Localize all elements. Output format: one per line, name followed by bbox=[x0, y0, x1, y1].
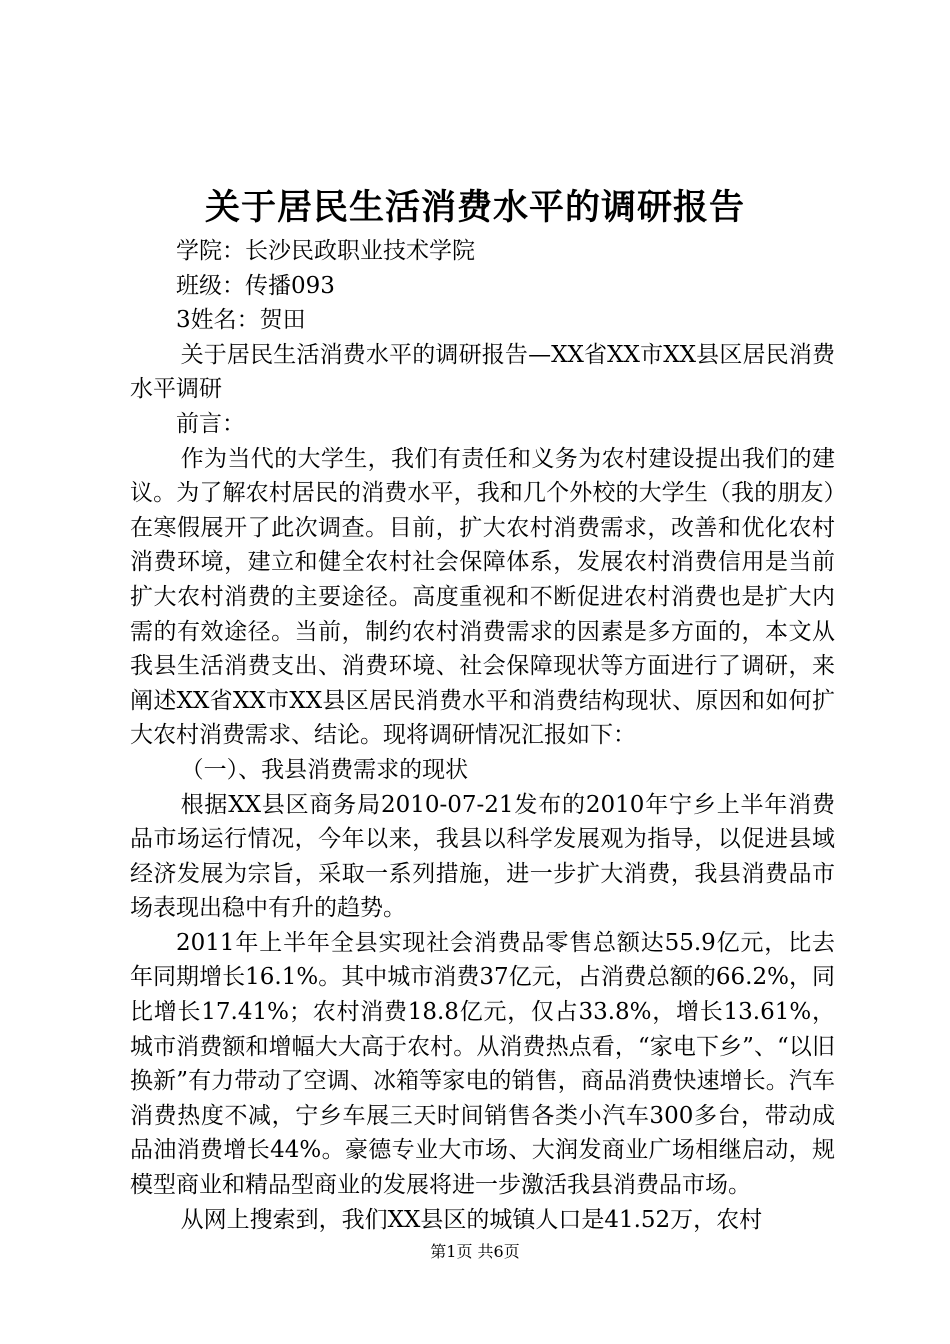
name-line: 3姓名：贺田 bbox=[176, 307, 306, 334]
paragraph-intro: 作为当代的大学生，我们有责任和义务为农村建设提出我们的建议。为了解农村居民的消费水平，我和几个外校的大学生（我的朋友）在寒假展开了此次调查。目前，扩大农村消费需求，改善和优化农村消费环境，建立和健全农村社会保障体系，发展农村消费信用是当前扩大农村消费的主要途径。高度重视和不断促进农村消费也是扩大内需的有效途径。当前，制约农村消费需求的因素是多方面的，本文从我县生活消费支出、消费环境、社会保障现状等方面进行了调研，来阐述XX省XX市XX县区居民消费水平和消费结构现状、原因和如何扩大农村消费需求、结论。现将调研情况汇报如下： bbox=[130, 445, 835, 749]
report-subtitle: 关于居民生活消费水平的调研报告—XX省XX市XX县区居民消费水平调研 bbox=[130, 341, 835, 403]
class-line: 班级：传播093 bbox=[176, 272, 335, 299]
document-body bbox=[130, 234, 835, 1237]
document-title: 关于居民生活消费水平的调研报告 bbox=[204, 187, 745, 228]
paragraph-population: 从网上搜索到，我们XX县区的城镇人口是41.52万，农村 bbox=[180, 1206, 763, 1233]
preface-label: 前言： bbox=[176, 410, 245, 437]
page-footer: 第1页 共6页 bbox=[430, 1242, 520, 1261]
school-line: 学院：长沙民政职业技术学院 bbox=[176, 238, 475, 264]
section-heading: （一）、我县消费需求的现状 bbox=[180, 756, 469, 783]
paragraph-commerce-report: 根据XX县区商务局2010-07-21发布的2010年宁乡上半年消费品市场运行情况，今年以来，我县以科学发展观为指导，以促进县域经济发展为宗旨，采取一系列措施，进一步扩大消费，我县消费品市场表现出稳中有升的趋势。 bbox=[130, 791, 835, 922]
paragraph-retail-sales: 2011年上半年全县实现社会消费品零售总额达55.9亿元，比去年同期增长16.1%。其中城市消费37亿元，占消费总额的66.2%，同比增长17.41%；农村消费18.8亿元，仅占33.8%，增长13.61%，城市消费额和增幅大大高于农村。从消费热点看，“家电下乡”、“以旧换新”有力带动了空调、冰箱等家电的销售，商品消费快速增长。汽车消费热度不减，宁乡车展三天时间销售各类小汽车300多台，带动成品油消费增长44%。豪德专业大市场、大润发商业广场相继启动，规模型商业和精品型商业的发展将进一步激活我县消费品市场。 bbox=[130, 929, 835, 1199]
